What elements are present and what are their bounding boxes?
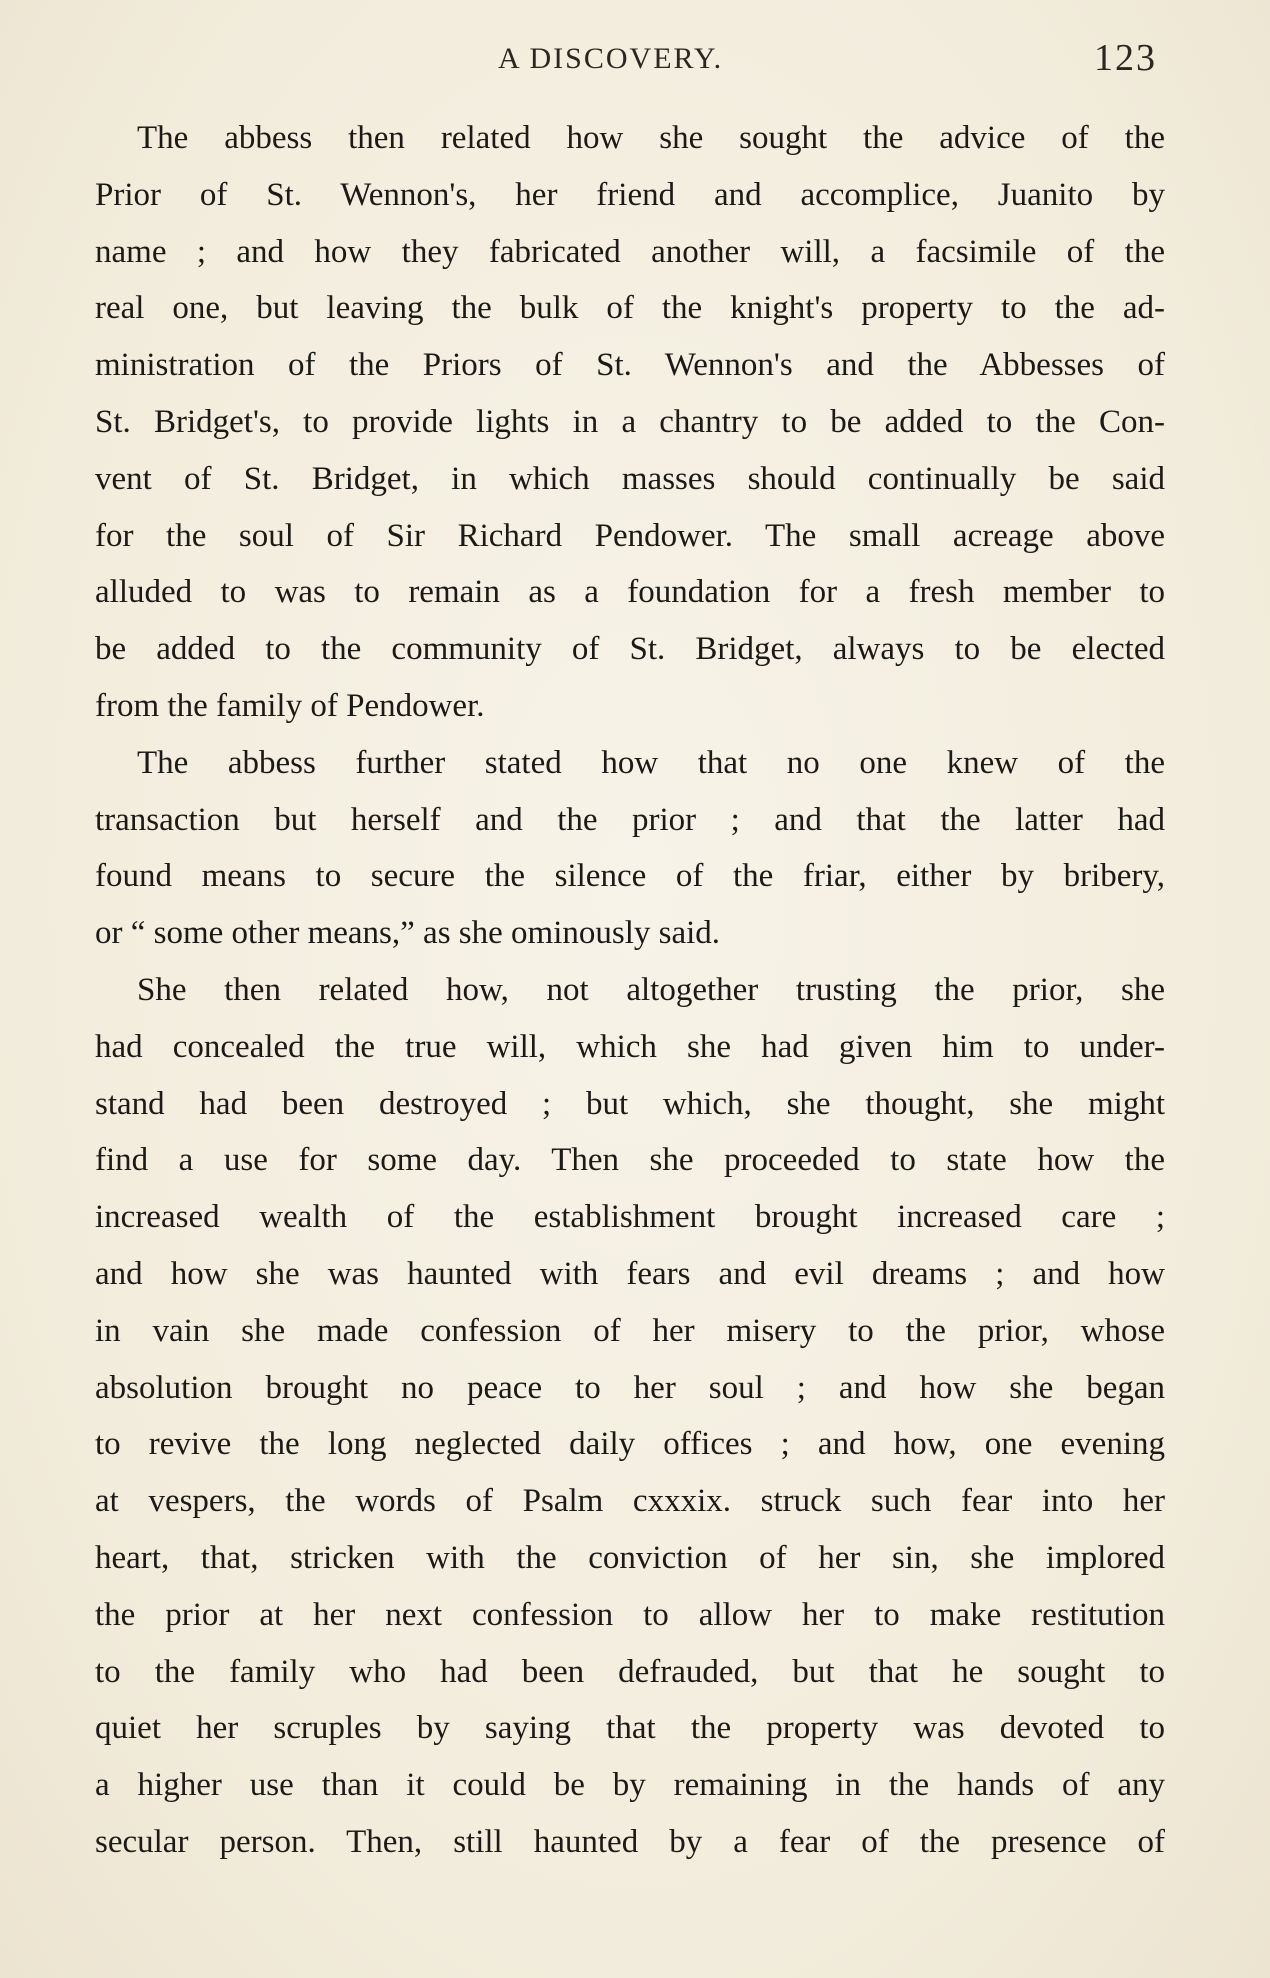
- text-line: transaction but herself and the prior ; and that the latter had: [95, 801, 1165, 838]
- text-line: at vespers, the words of Psalm cxxxix. struck such fear into her: [95, 1483, 1165, 1520]
- running-head: [0, 36, 1270, 86]
- text-line: ministration of the Priors of St. Wennon's and the Abbesses of: [95, 347, 1165, 384]
- text-line: heart, that, stricken with the conviction of her sin, she implored: [95, 1539, 1165, 1576]
- page-number: 123: [1094, 37, 1157, 79]
- text-line: The abbess then related how she sought the advice of the: [137, 120, 1165, 156]
- body-text: [95, 110, 1165, 1871]
- text-line: stand had been destroyed ; but which, she thought, she might: [95, 1085, 1165, 1122]
- text-line: St. Bridget's, to provide lights in a chantry to be added to the Con-: [95, 403, 1165, 440]
- text-line: name ; and how they fabricated another will, a facsimile of the: [95, 233, 1165, 270]
- text-line: the prior at her next confession to allow her to make restitution: [95, 1596, 1165, 1633]
- text-line: or “ some other means,” as she ominously said.: [95, 915, 721, 952]
- text-line: Prior of St. Wennon's, her friend and accomplice, Juanito by: [95, 176, 1165, 213]
- text-line: and how she was haunted with fears and evil dreams ; and how: [95, 1255, 1165, 1292]
- text-line: from the family of Pendower.: [95, 687, 485, 724]
- text-line: increased wealth of the establishment brought increased care ;: [95, 1199, 1165, 1236]
- text-line: quiet her scruples by saying that the property was devoted to: [95, 1710, 1165, 1747]
- text-line: She then related how, not altogether trusting the prior, she: [137, 971, 1165, 1008]
- text-line: absolution brought no peace to her soul ; and how she began: [95, 1369, 1165, 1406]
- text-line: for the soul of Sir Richard Pendower. The small acreage above: [95, 517, 1165, 554]
- text-line: be added to the community of St. Bridget, always to be elected: [95, 631, 1165, 668]
- running-title: A DISCOVERY.: [498, 42, 724, 75]
- text-line: a higher use than it could be by remaining in the hands of any: [95, 1767, 1165, 1804]
- text-line: in vain she made confession of her misery to the prior, whose: [95, 1312, 1165, 1349]
- paragraph-3: [95, 962, 1165, 1871]
- text-line: to revive the long neglected daily offices ; and how, one evening: [95, 1426, 1165, 1463]
- text-line: The abbess further stated how that no one knew of the: [137, 744, 1165, 781]
- text-line: vent of St. Bridget, in which masses should continually be said: [95, 460, 1165, 497]
- text-line: real one, but leaving the bulk of the knight's property to the ad-: [95, 290, 1165, 327]
- text-line: secular person. Then, still haunted by a fear of the presence of: [95, 1823, 1165, 1860]
- text-line: to the family who had been defrauded, but that he sought to: [95, 1653, 1165, 1690]
- paragraph-1: [95, 110, 1165, 735]
- text-line: find a use for some day. Then she proceeded to state how the: [95, 1142, 1165, 1179]
- text-line: found means to secure the silence of the friar, either by bribery,: [95, 858, 1165, 895]
- text-line: alluded to was to remain as a foundation for a fresh member to: [95, 574, 1165, 611]
- text-line: had concealed the true will, which she had given him to under-: [95, 1028, 1165, 1065]
- paragraph-2: [95, 735, 1165, 962]
